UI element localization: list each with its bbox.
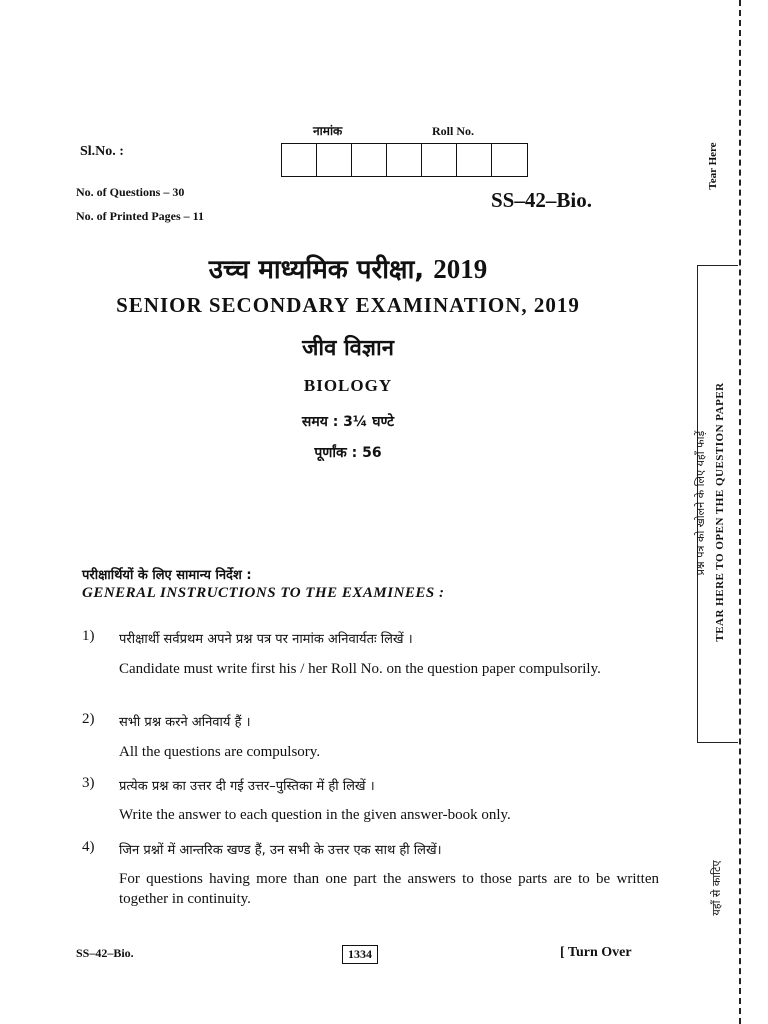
exam-title-english: SENIOR SECONDARY EXAMINATION, 2019 (116, 293, 580, 317)
footer-paper-code: SS–42–Bio. (76, 946, 134, 960)
turn-over-label: [ Turn Over (560, 945, 632, 960)
number-of-printed-pages: No. of Printed Pages – 11 (76, 209, 204, 223)
instruction-number: 1) (82, 628, 95, 644)
subject-title-hindi: जीव विज्ञान (302, 336, 394, 361)
footer-booklet-number: 1334 (342, 945, 378, 964)
instruction-english: For questions having more than one part the answers to those parts are to be written together in continuity. (119, 871, 659, 907)
instruction-hindi: परीक्षार्थी सर्वप्रथम अपने प्रश्न पत्र पर नामांक अनिवार्यतः लिखें । (119, 632, 413, 647)
instruction-hindi: जिन प्रश्नों में आन्तरिक खण्ड हैं, उन सभी के उत्तर एक साथ ही लिखें। (119, 843, 442, 858)
instruction-english: All the questions are compulsory. (119, 744, 321, 760)
roll-number-box (317, 144, 352, 176)
roll-number-box (422, 144, 457, 176)
roll-number-box (492, 144, 527, 176)
roll-number-boxes (281, 143, 528, 177)
instruction-number: 2) (82, 711, 95, 727)
instruction-english: Candidate must write first his / her Roll No. on the question paper compulsorily. (119, 661, 601, 677)
cut-here-label: यहाँ से काटिए (710, 860, 723, 916)
instructions-heading-hindi: परीक्षार्थियों के लिए सामान्य निर्देश : (82, 568, 252, 583)
roll-number-box (387, 144, 422, 176)
exam-duration: समय : 3¼ घण्टे (301, 414, 395, 430)
instruction-english: Write the answer to each question in the given answer-book only. (119, 807, 511, 823)
instruction-number: 3) (82, 775, 95, 791)
instruction-hindi: प्रत्येक प्रश्न का उत्तर दी गई उत्तर–पुस्तिका में ही लिखें । (119, 779, 375, 794)
exam-title-hindi (0, 250, 696, 286)
exam-title-hindi-text: उच्च माध्यमिक परीक्षा, (208, 255, 425, 285)
roll-number-box (282, 144, 317, 176)
tear-instruction-english: TEAR HERE TO OPEN THE QUESTION PAPER (714, 382, 726, 642)
tear-instruction-hindi: प्रश्न पत्र को खोलने के लिए यहाँ फाड़ें (694, 430, 707, 576)
roll-number-box (352, 144, 387, 176)
instruction-hindi: सभी प्रश्न करने अनिवार्य हैं । (119, 715, 251, 730)
instruction-number: 4) (82, 839, 95, 855)
exam-year: 2019 (433, 254, 488, 284)
namank-label: नामांक (313, 124, 343, 138)
number-of-questions: No. of Questions – 30 (76, 185, 185, 199)
roll-number-box (457, 144, 492, 176)
serial-number-label: Sl.No. : (80, 144, 124, 159)
subject-title-english: BIOLOGY (303, 376, 393, 395)
maximum-marks: पूर्णांक : 56 (314, 445, 382, 461)
tear-dashed-line (739, 0, 741, 1024)
paper-code: SS–42–Bio. (491, 188, 592, 212)
tear-here-label: Tear Here (707, 142, 719, 190)
instructions-heading-english: GENERAL INSTRUCTIONS TO THE EXAMINEES : (82, 585, 445, 601)
roll-number-label: Roll No. (432, 124, 474, 138)
